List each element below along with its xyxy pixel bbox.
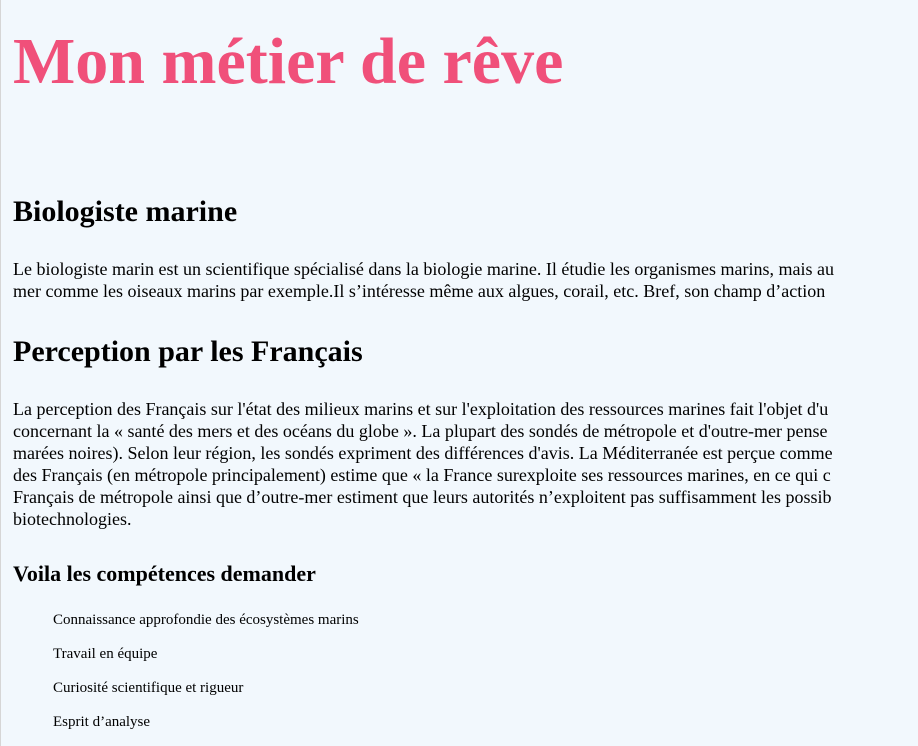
paragraph-line: concernant la « santé des mers et des océans du globe ». La plupart des sondés de métropole et d'outre-mer pense <box>13 421 828 441</box>
skills-list <box>53 610 359 746</box>
biologist-paragraph <box>13 258 834 302</box>
paragraph-line: Le biologiste marin est un scientifique spécialisé dans la biologie marine. Il étudie les organismes marins, mais au <box>13 259 834 279</box>
skills-heading: Voila les compétences demander <box>13 561 316 586</box>
list-item: Travail en équipe <box>53 646 158 662</box>
list-item: Esprit d’analyse <box>53 714 151 730</box>
paragraph-line: biotechnologies. <box>13 509 132 529</box>
list-item: Curiosité scientifique et rigueur <box>53 680 244 696</box>
list-item: Connaissance approfondie des écosystèmes marins <box>53 612 359 628</box>
perception-paragraph <box>13 398 833 530</box>
paragraph-line: des Français (en métropole principalement) estime que « la France surexploite ses ressources marines, en ce qui c <box>13 465 831 485</box>
section-heading-perception: Perception par les Français <box>13 335 363 368</box>
paragraph-line: Français de métropole ainsi que d’outre-mer estiment que leurs autorités n’exploitent pas suffisamment les possib <box>13 487 832 507</box>
section-heading-biologist: Biologiste marine <box>13 195 238 228</box>
paragraph-line: mer comme les oiseaux marins par exemple.Il s’intéresse même aux algues, corail, etc. Bref, son champ d’action <box>13 281 826 301</box>
paragraph-line: marées noires). Selon leur région, les sondés expriment des différences d'avis. La Méditerranée est perçue comme <box>13 443 833 463</box>
page-title: Mon métier de rêve <box>13 25 564 98</box>
paragraph-line: La perception des Français sur l'état des milieux marins et sur l'exploitation des ressources marines fait l'objet d'u <box>13 399 829 419</box>
